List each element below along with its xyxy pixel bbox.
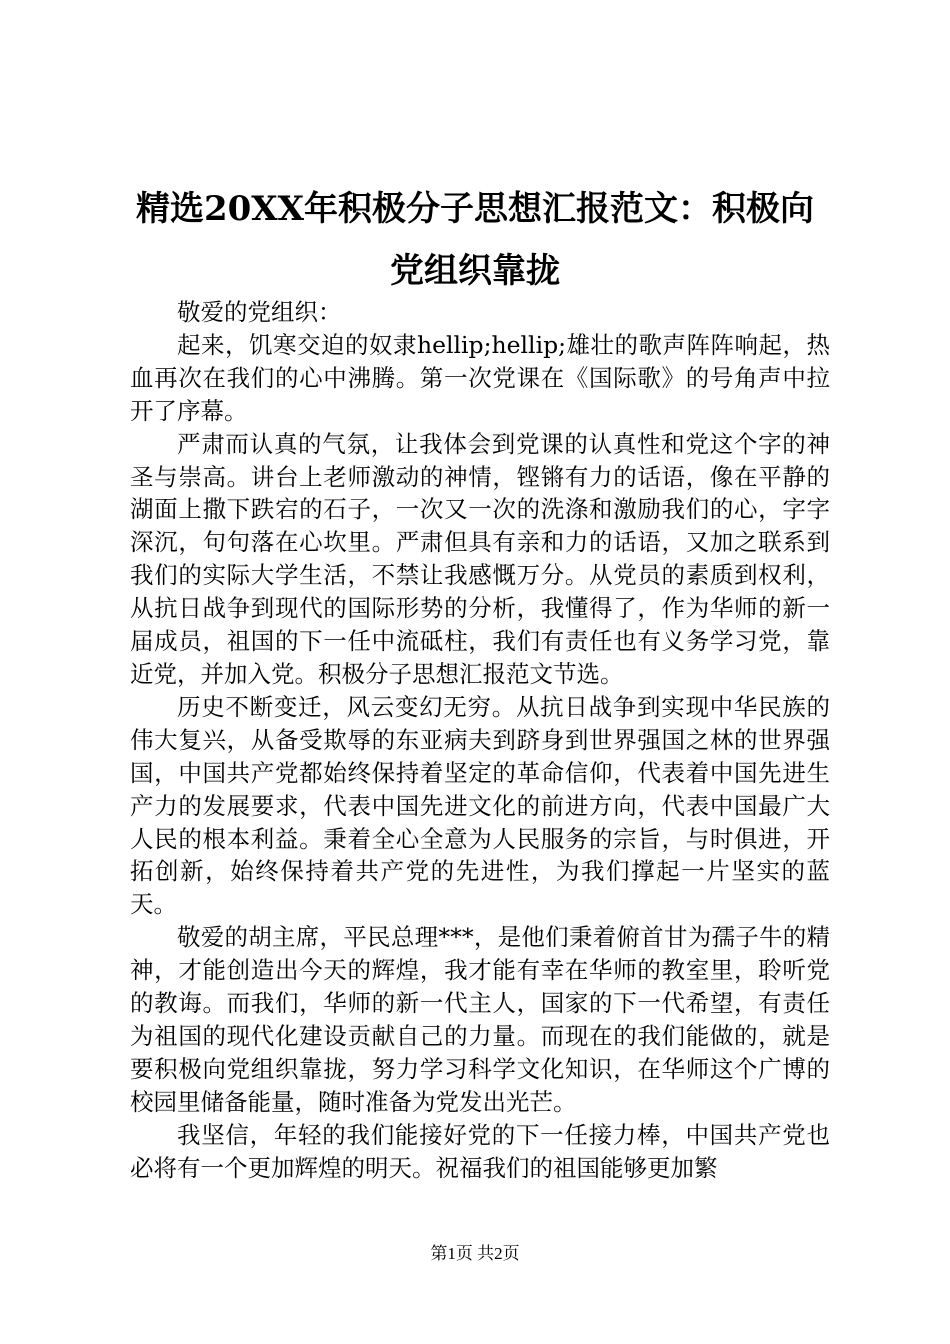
salutation: 敬爱的党组织：: [177, 298, 342, 326]
title-line-1: 精选20XX年积极分子思想汇报范文：积极向: [135, 189, 815, 229]
page-footer: 第1页 共2页: [430, 1244, 520, 1263]
paragraph-2: 严肃而认真的气氛，让我体会到党课的认真性和党这个字的神圣与崇高。讲台上老师激动的神情，铿锵有力的话语，像在平静的湖面上撒下跌宕的石子，一次又一次的洗涤和激励我们的心，字字深沉，句句落在心坎里。严肃但具有亲和力的话语，又加之联系到我们的实际大学生活，不禁让我感慨万分。从党员的素质到权利，从抗日战争到现代的国际形势的分析，我懂得了，作为华师的新一届成员，祖国的下一任中流砥柱，我们有责任也有义务学习党，靠近党，并加入党。积极分子思想汇报范文节选。: [130, 429, 830, 688]
paragraph-5: 我坚信，年轻的我们能接好党的下一任接力棒，中国共产党也必将有一个更加辉煌的明天。祝福我们的祖国能够更加繁: [130, 1120, 830, 1182]
document-title: [100, 178, 850, 302]
document-body: [130, 296, 830, 1184]
paragraph-4: 敬爱的胡主席，平民总理***，是他们秉着俯首甘为孺子牛的精神，才能创造出今天的辉煌，我才能有幸在华师的教室里，聆听党的教诲。而我们，华师的新一代主人，国家的下一代希望，有责任为祖国的现代化建设贡献自己的力量。而现在的我们能做的，就是要积极向党组织靠拢，努力学习科学文化知识，在华师这个广博的校园里储备能量，随时准备为党发出光芒。: [130, 923, 830, 1116]
title-line-2: 党组织靠拢: [390, 251, 560, 291]
paragraph-3: 历史不断变迁，风云变幻无穷。从抗日战争到实现中华民族的伟大复兴，从备受欺辱的东亚病夫到跻身到世界强国之林的世界强国，中国共产党都始终保持着坚定的革命信仰，代表着中国先进生产力的发展要求，代表中国先进文化的前进方向，代表中国最广大人民的根本利益。秉着全心全意为人民服务的宗旨，与时俱进，开拓创新，始终保持着共产党的先进性，为我们撑起一片坚实的蓝天。: [130, 692, 830, 919]
paragraph-1: 起来，饥寒交迫的奴隶hellip;hellip;雄壮的歌声阵阵响起，热血再次在我们的心中沸腾。第一次党课在《国际歌》的号角声中拉开了序幕。: [130, 330, 830, 425]
